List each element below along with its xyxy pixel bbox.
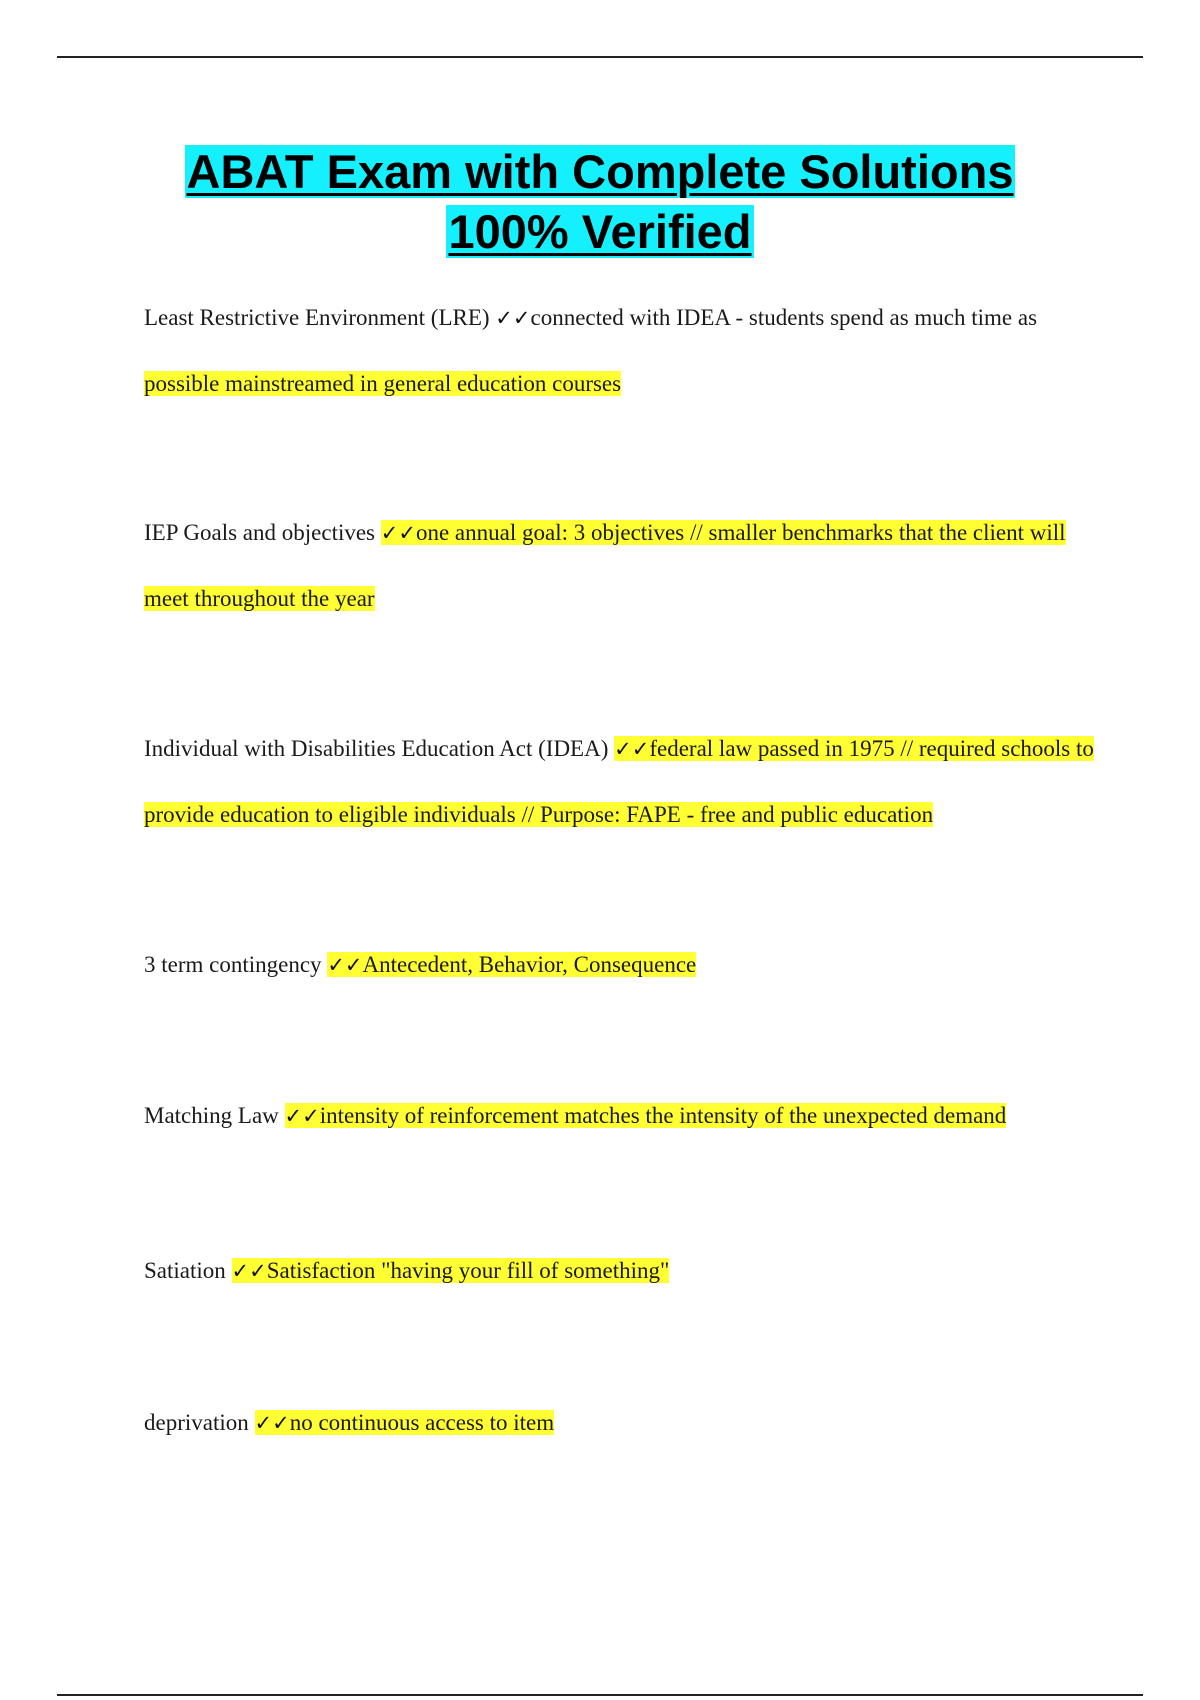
term: Matching Law [144,1103,285,1128]
term: Least Restrictive Environment (LRE) [144,305,496,330]
term: deprivation [144,1410,255,1435]
title-line-2: 100% Verified [448,205,752,258]
double-check-icon: ✓✓ [254,1411,290,1435]
definition-plain: connected with IDEA - students spend as much time as [530,305,1038,330]
double-check-icon: ✓✓ [327,953,363,977]
definition-highlight: intensity of reinforcement matches the intensity of the unexpected demand [319,1103,1007,1128]
bottom-rule [57,1694,1143,1696]
definition-highlight: Satisfaction "having your fill of something" [266,1258,670,1283]
title-line-1: ABAT Exam with Complete Solutions [186,145,1014,198]
entry-deprivation [144,1390,1104,1456]
document-title [0,142,1200,262]
double-check-icon: ✓✓ [284,1104,320,1128]
entry-three-term-contingency [144,932,1104,998]
double-check-icon: ✓✓ [614,737,650,761]
top-rule [57,56,1143,58]
definition-highlight: federal law passed in 1975 // required schools to provide education to eligible individuals // Purpose: FAPE - free and public education [144,736,1094,827]
double-check-icon: ✓✓ [495,306,531,330]
entry-lre [144,285,1104,416]
definition-highlight: one annual goal: 3 objectives // smaller benchmarks that the client will meet throughout the year [144,520,1066,611]
term: Individual with Disabilities Education Act (IDEA) [144,736,615,761]
definition-highlight: possible mainstreamed in general education courses [144,371,622,396]
double-check-icon: ✓✓ [231,1259,267,1283]
entry-satiation [144,1238,1104,1304]
term: Satiation [144,1258,232,1283]
entry-matching-law [144,1083,1104,1149]
definition-highlight: Antecedent, Behavior, Consequence [362,952,697,977]
term: 3 term contingency [144,952,328,977]
definition-highlight: no continuous access to item [289,1410,555,1435]
entry-iep-goals [144,500,1104,631]
double-check-icon: ✓✓ [380,521,416,545]
entry-idea [144,716,1104,847]
term: IEP Goals and objectives [144,520,381,545]
